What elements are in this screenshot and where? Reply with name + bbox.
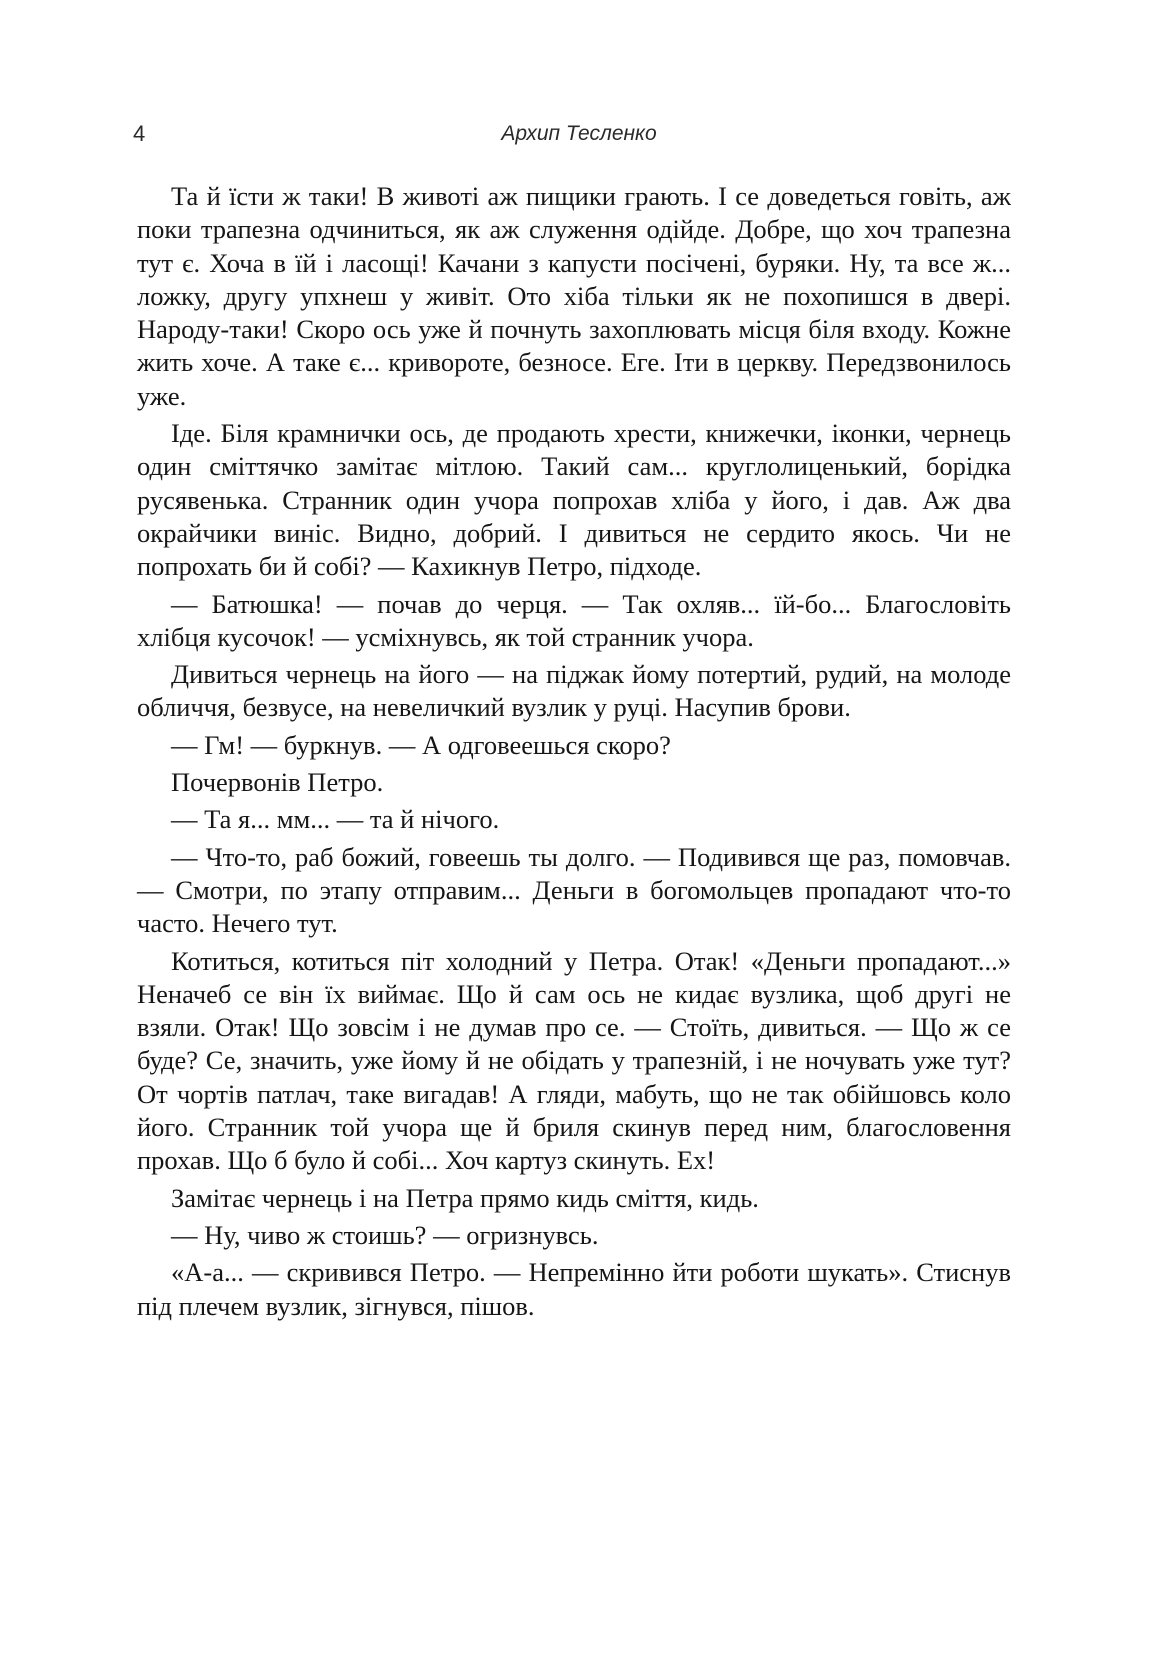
paragraph: Та й їсти ж таки! В животі аж пищики грають. І се доведеться говіть, аж поки трапезна одчиниться, як аж служення одійде. Добре, що хоч трапезна тут є. Хоча в їй і ласощі! Качани з капусти посічені, буряки. Ну, та все ж... ложку, другу упхнеш у живіт. Ото хіба тільки як не похопишся в двері. Народу-таки! Скоро ось уже й почнуть захоплювать місця біля входу. Кожне жить хоче. А таке є... кривороте, безносе. Еге. Іти в церкву. Передзвонилось уже. <box>137 181 1011 411</box>
body-text <box>137 180 1011 1327</box>
paragraph: — Что-то, раб божий, говеешь ты долго. — Подивився ще раз, помовчав. — Смотри, по этапу отправим... Деньги в богомольцев пропадают что-то часто. Нечего тут. <box>137 841 1011 939</box>
paragraph: Котиться, котиться піт холодний у Петра. Отак! «Деньги пропадают...» Неначеб се він їх виймає. Що й сам ось не кидає вузлика, щоб другі не взяли. Отак! Що зовсім і не думав про се. — Стоїть, дивиться. — Що ж се буде? Се, значить, уже йому й не обідать у трапезній, і не ночувать уже тут? От чортів патлач, таке вигадав! А гляди, мабуть, що не так обійшовсь коло його. Странник той учора ще й бриля скинув перед ним, благословення прохав. Що б було й собі... Хоч картуз скинуть. Ех! <box>137 945 1011 1176</box>
paragraph: «А-а... — скривився Петро. — Непремінно йти роботи шукать». Стиснув під плечем вузлик, зігнувся, пішов. <box>137 1257 1011 1321</box>
paragraph: Почервонів Петро. <box>171 767 384 798</box>
running-header: Архип Тесленко <box>501 122 657 145</box>
page-number: 4 <box>133 121 146 146</box>
paragraph: Замітає чернець і на Петра прямо кидь сміття, кидь. <box>171 1182 759 1213</box>
paragraph: — Ну, чиво ж стоишь? — огризнувсь. <box>171 1219 599 1250</box>
paragraph: — Та я... мм... — та й нічого. <box>171 804 500 835</box>
paragraph: — Гм! — буркнув. — А одговеешься скоро? <box>171 729 671 760</box>
paragraph: — Батюшка! — почав до черця. — Так охляв... їй-бо... Благословіть хлібця кусочок! — усміхнувсь, як той странник учора. <box>137 588 1011 652</box>
paragraph: Іде. Біля крамнички ось, де продають хрести, книжечки, іконки, чернець один сміттячко замітає мітлою. Такий сам... круглолиценький, борідка русявенька. Странник один учора попрохав хліба у його, і дав. Аж два окрайчики виніс. Видно, добрий. І дивиться не сердито якось. Чи не попрохать би й собі? — Кахикнув Петро, підходе. <box>137 418 1011 582</box>
paragraph: Дивиться чернець на його — на піджак йому потертий, рудий, на молоде обличчя, безвусе, на невеличкий вузлик у руці. Насупив брови. <box>137 659 1011 723</box>
